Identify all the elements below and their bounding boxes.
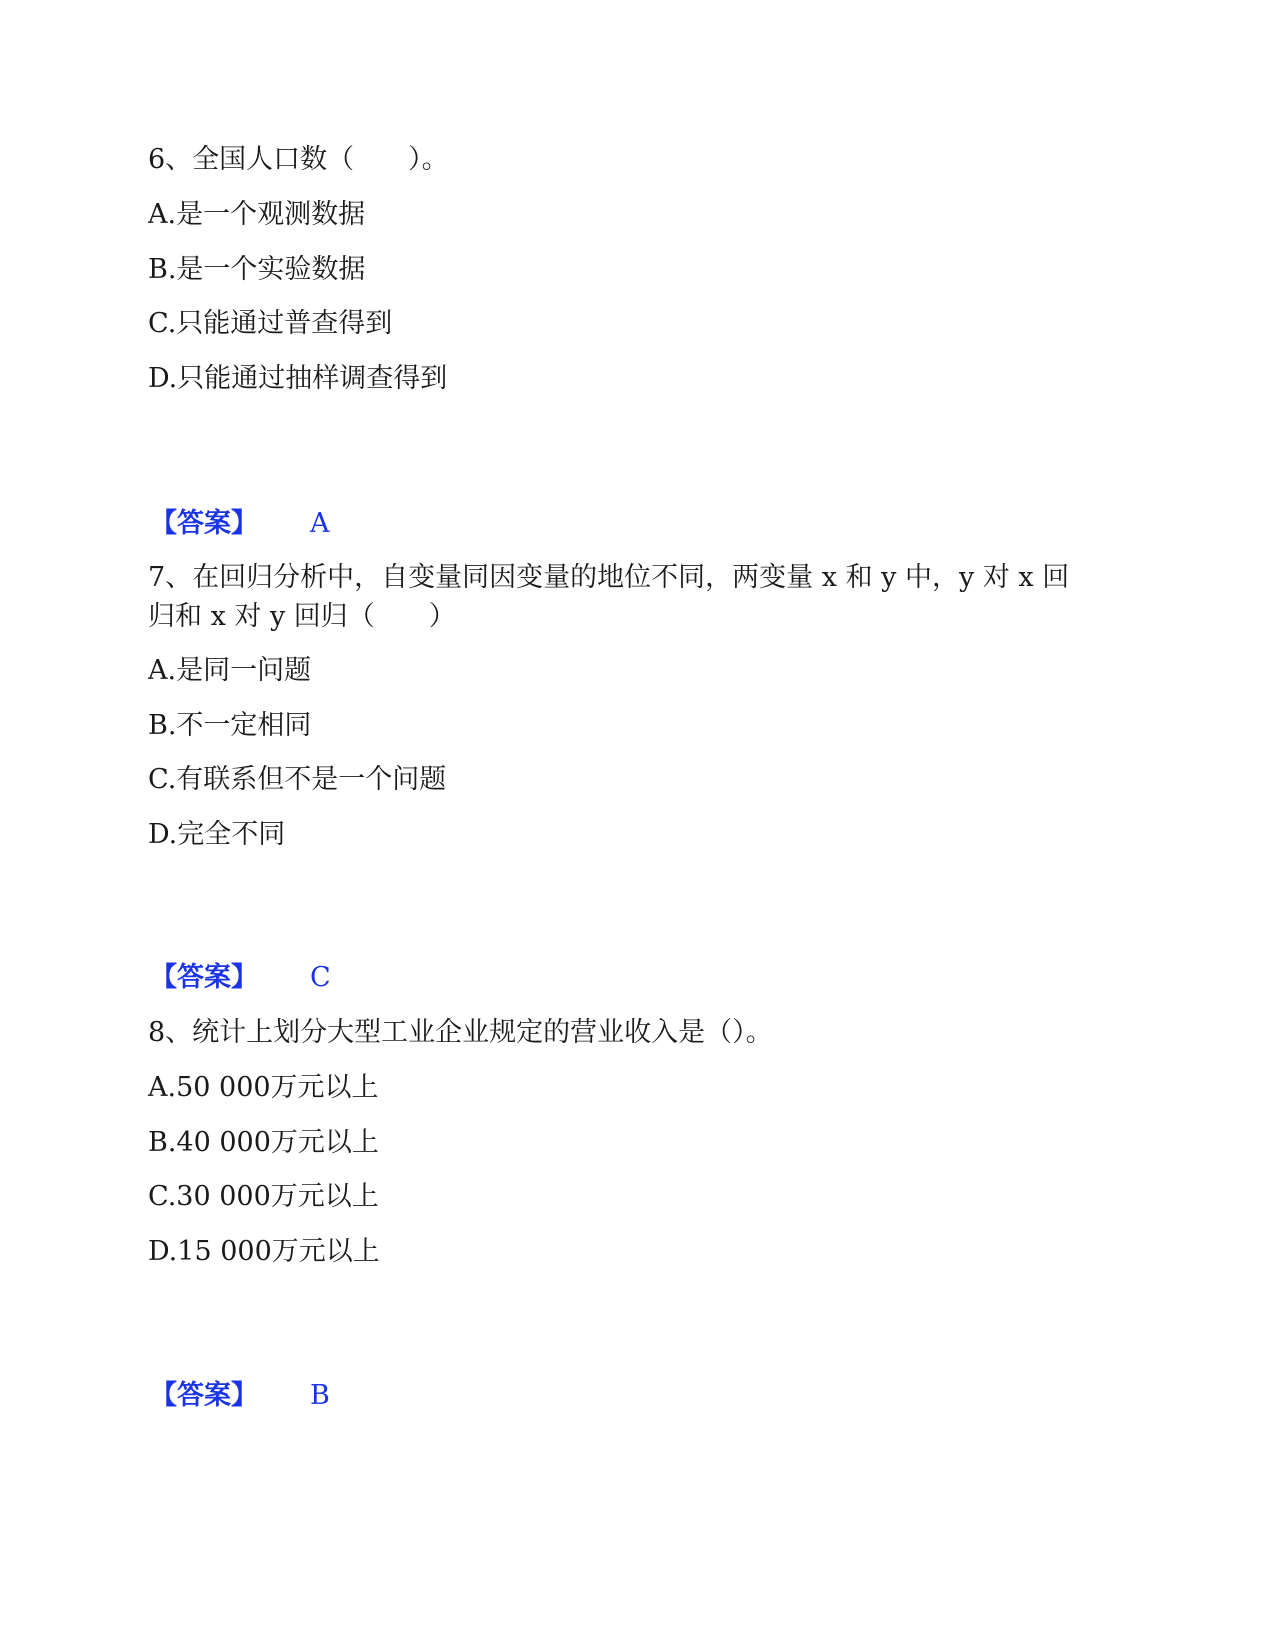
question-8-option-d: D.15 000万元以上 <box>148 1236 380 1267</box>
answer-value: C <box>310 962 331 993</box>
question-6-answer <box>150 504 330 544</box>
question-6-option-b: B.是一个实验数据 <box>148 254 366 285</box>
question-7-option-a: A.是同一问题 <box>148 655 312 686</box>
question-6-option-c: C.只能通过普查得到 <box>148 308 393 339</box>
question-8-answer <box>150 1376 330 1416</box>
answer-value: A <box>310 508 330 539</box>
answer-value: B <box>310 1380 330 1411</box>
question-8-option-b: B.40 000万元以上 <box>148 1127 379 1158</box>
question-7-answer <box>150 958 331 998</box>
question-8-stem: 8、统计上划分大型工业企业规定的营业收入是（）。 <box>148 1017 773 1048</box>
question-8-option-c: C.30 000万元以上 <box>148 1181 379 1212</box>
question-6-option-d: D.只能通过抽样调查得到 <box>148 363 448 394</box>
question-6-option-a: A.是一个观测数据 <box>148 199 366 230</box>
answer-label: 【答案】 <box>150 508 258 539</box>
answer-label: 【答案】 <box>150 962 258 993</box>
question-7-option-d: D.完全不同 <box>148 819 286 850</box>
question-7-option-b: B.不一定相同 <box>148 710 312 741</box>
question-7-stem-line-1: 7、在回归分析中，自变量同因变量的地位不同，两变量 x 和 y 中，y 对 x 回 <box>148 562 1070 593</box>
answer-label: 【答案】 <box>150 1380 258 1411</box>
question-7-stem-line-2: 归和 x 对 y 回归（ ） <box>148 601 456 632</box>
question-6-stem: 6、全国人口数（ ）。 <box>148 144 449 175</box>
question-8-option-a: A.50 000万元以上 <box>148 1072 379 1103</box>
question-7-option-c: C.有联系但不是一个问题 <box>148 764 447 795</box>
